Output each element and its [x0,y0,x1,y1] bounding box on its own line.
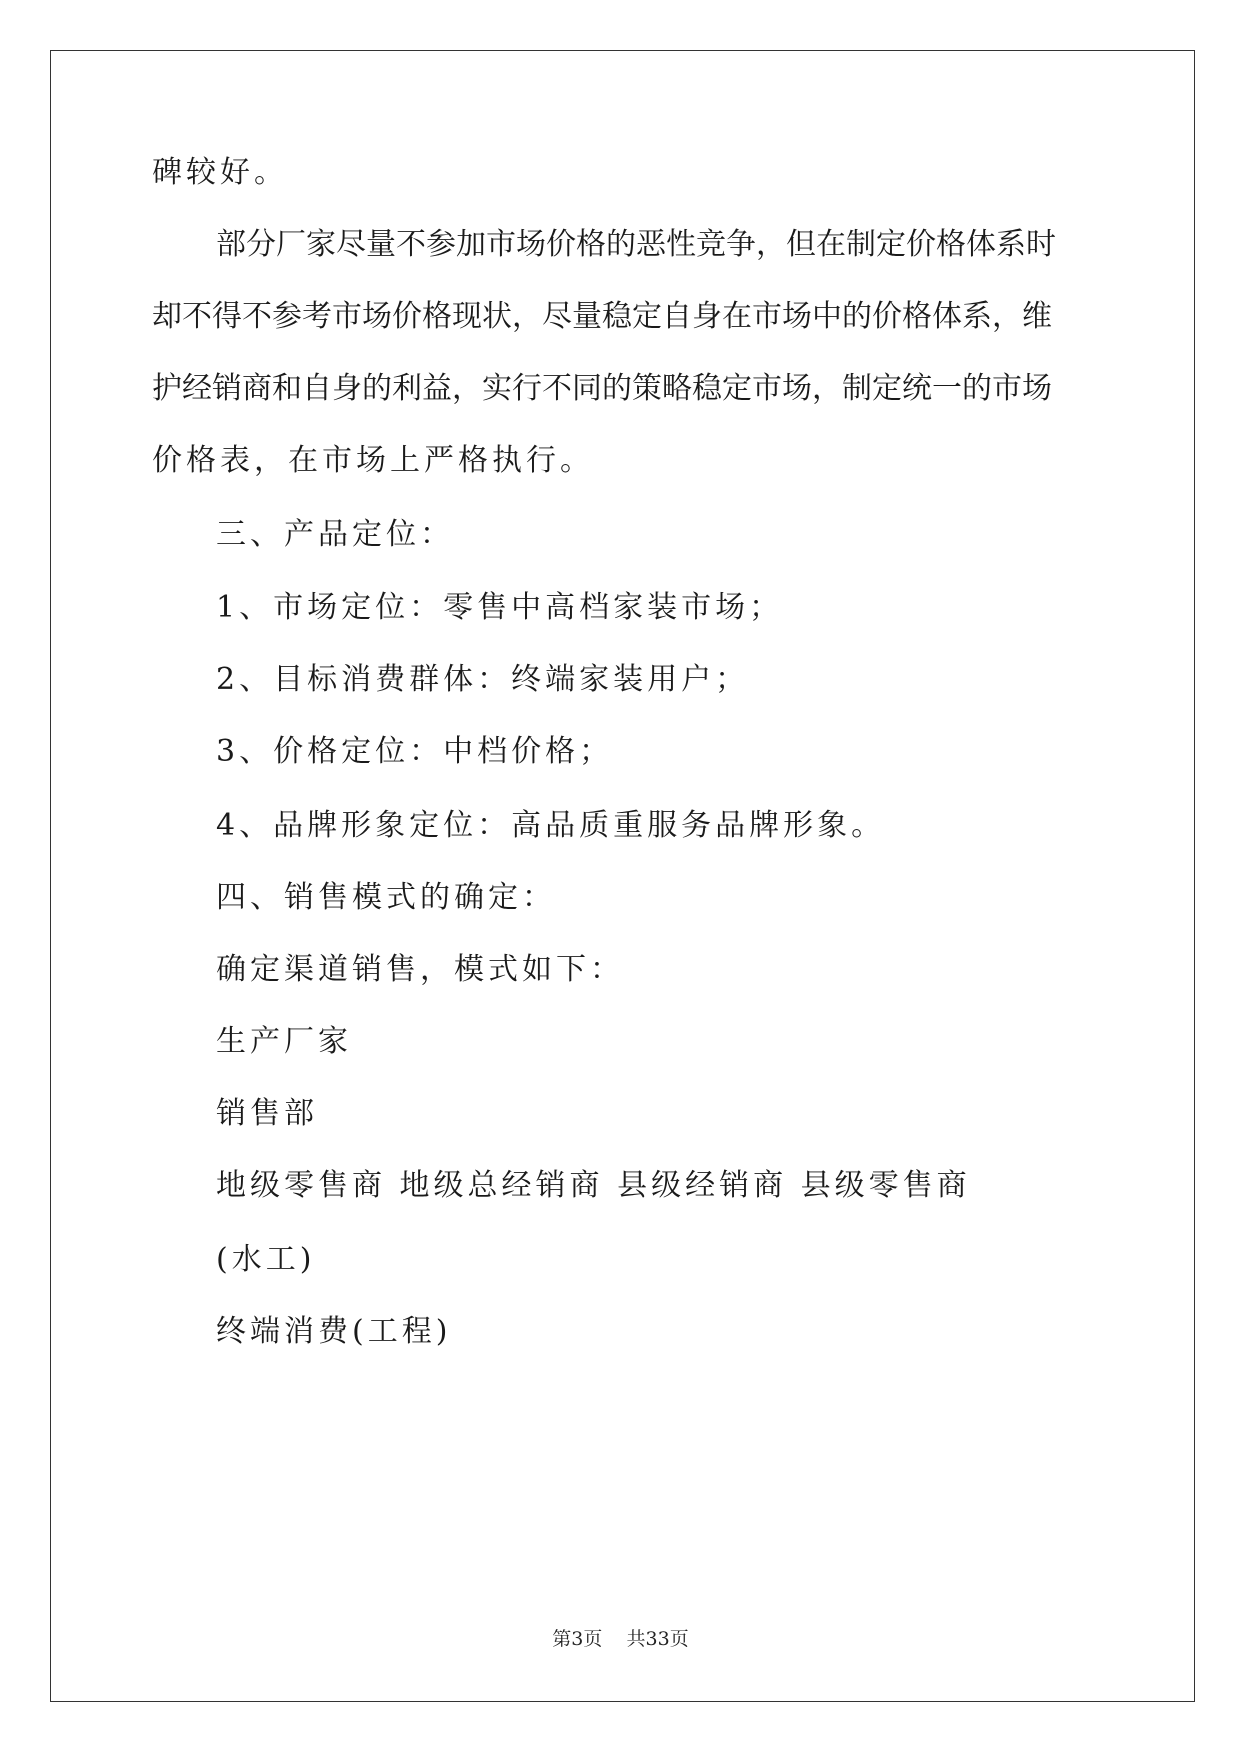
paragraph-line: 碑较好。 [152,155,288,190]
section-heading: 三、产品定位： [216,517,454,552]
page-footer [0,1627,1241,1651]
paragraph-line: 部分厂家尽量不参加市场价格的恶性竞争，但在制定价格体系时 [216,227,1056,262]
page-total: 共33页 [626,1628,689,1650]
channel-level: 地级零售商 地级总经销商 县级经销商 县级零售商 [216,1168,971,1203]
list-item: 4、品牌形象定位：高品质重服务品牌形象。 [216,808,886,843]
section-heading: 四、销售模式的确定： [216,880,556,915]
paragraph-line: 护经销商和自身的利益，实行不同的策略稳定市场，制定统一的市场 [152,371,1052,406]
channel-level: 销售部 [216,1096,318,1131]
page-number: 第3页 [552,1628,603,1650]
channel-level: 终端消费(工程) [216,1314,452,1349]
paragraph-line: 却不得不参考市场价格现状，尽量稳定自身在市场中的价格体系，维 [152,299,1052,334]
paragraph-line: 价格表，在市场上严格执行。 [152,443,594,478]
paragraph-line: 确定渠道销售，模式如下： [216,952,624,987]
channel-level: (水工) [216,1242,316,1277]
list-item: 3、价格定位：中档价格； [216,734,614,769]
channel-level: 生产厂家 [216,1024,352,1059]
list-item: 2、目标消费群体：终端家装用户； [216,662,750,697]
list-item: 1、市场定位：零售中高档家装市场； [216,590,784,625]
